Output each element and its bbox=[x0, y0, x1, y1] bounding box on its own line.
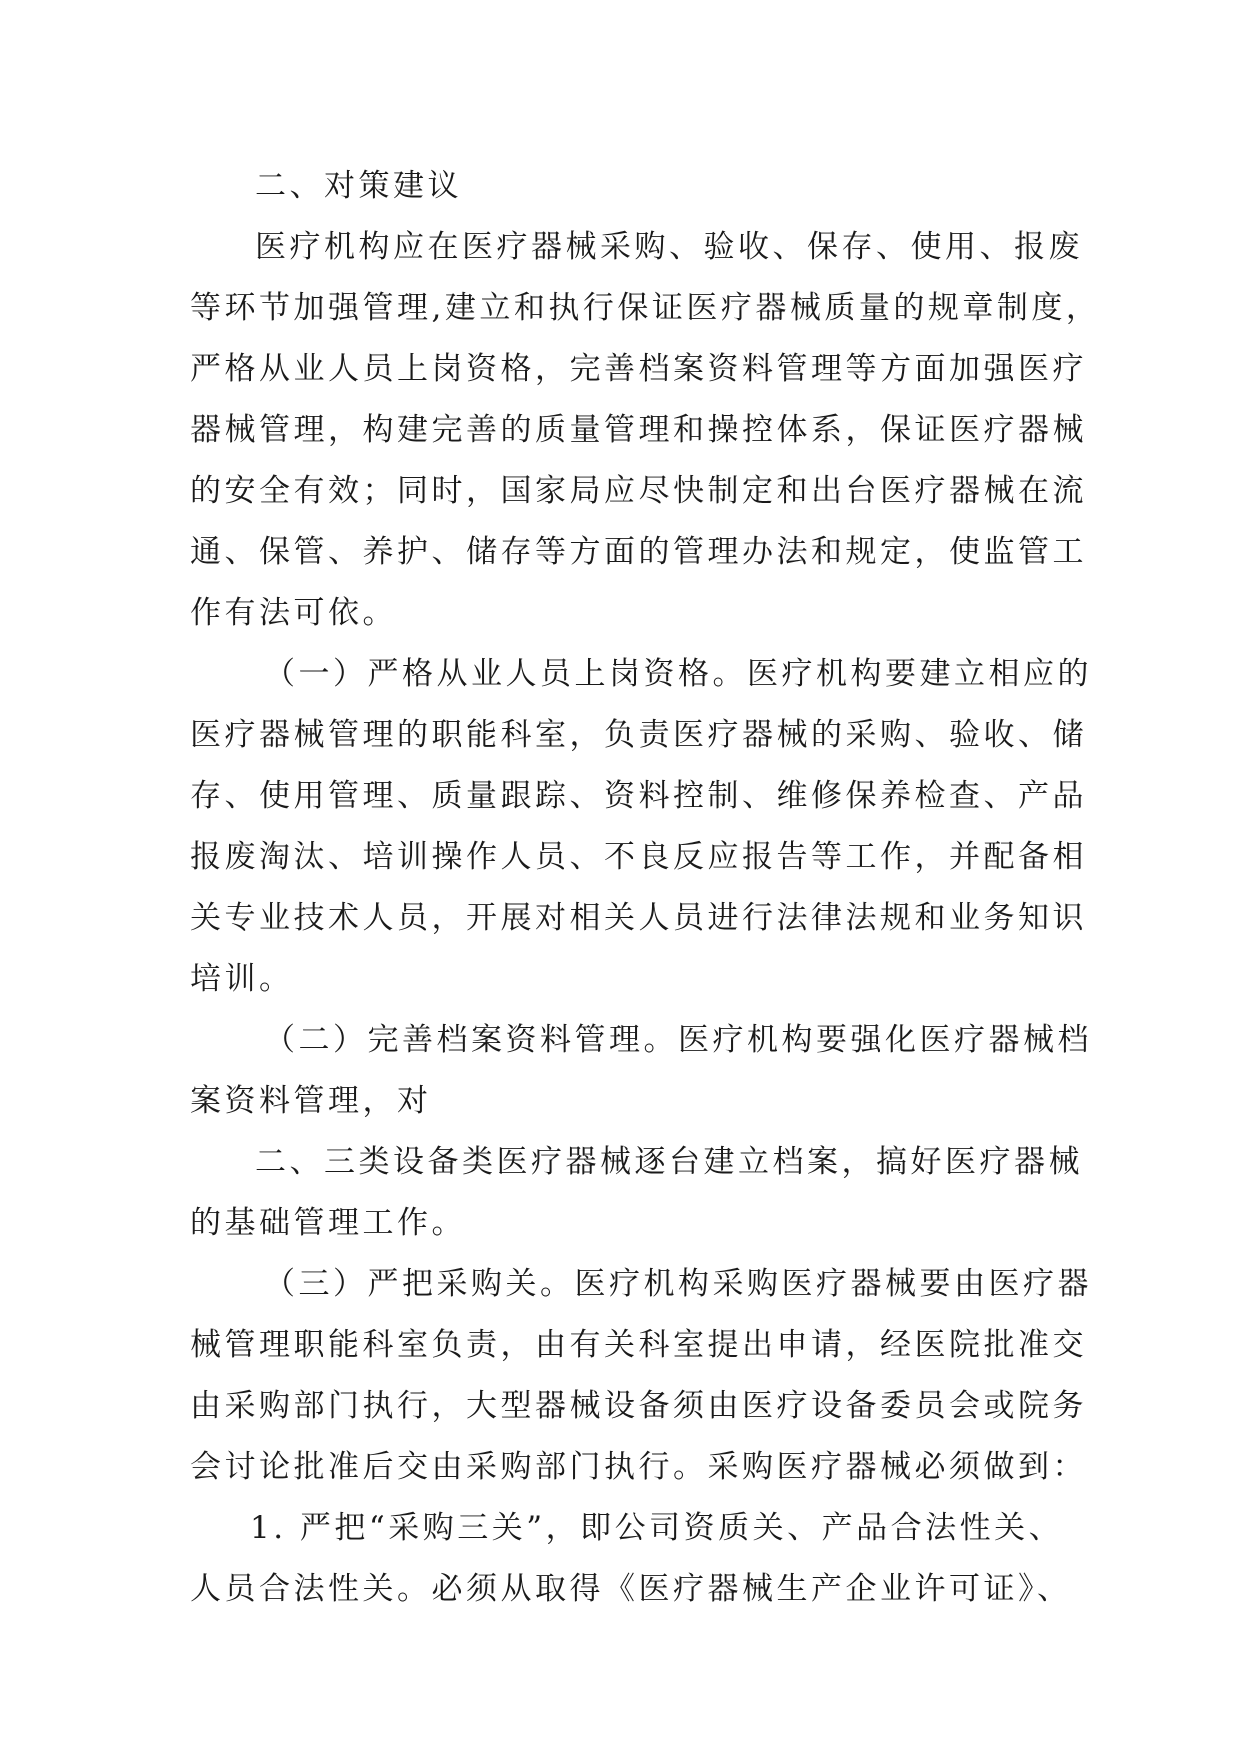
section-heading: 二、对策建议 bbox=[255, 168, 462, 204]
paragraph-line: 关专业技术人员，开展对相关人员进行法律法规和业务知识 bbox=[190, 900, 1087, 936]
paragraph-line: 二、三类设备类医疗器械逐台建立档案，搞好医疗器械 bbox=[255, 1144, 1083, 1180]
numbered-item: 1. 严把“采购三关”，即公司资质关、产品合法性关、 bbox=[250, 1510, 1064, 1546]
paragraph-line: 严格从业人员上岗资格，完善档案资料管理等方面加强医疗 bbox=[190, 351, 1087, 387]
subsection-heading: （一）严格从业人员上岗资格。医疗机构要建立相应的 bbox=[264, 656, 1092, 692]
subsection-heading: （二）完善档案资料管理。医疗机构要强化医疗器械档 bbox=[264, 1022, 1092, 1058]
paragraph-line: 等环节加强管理,建立和执行保证医疗器械质量的规章制度， bbox=[190, 290, 1101, 326]
paragraph-line: 报废淘汰、培训操作人员、不良反应报告等工作，并配备相 bbox=[190, 839, 1087, 875]
paragraph-line: 医疗机构应在医疗器械采购、验收、保存、使用、报废 bbox=[255, 229, 1083, 265]
paragraph-line: 案资料管理，对 bbox=[190, 1083, 432, 1119]
paragraph-line: 通、保管、养护、储存等方面的管理办法和规定，使监管工 bbox=[190, 534, 1087, 570]
paragraph-line: 培训。 bbox=[190, 961, 294, 997]
subsection-heading: （三）严把采购关。医疗机构采购医疗器械要由医疗器 bbox=[264, 1266, 1092, 1302]
paragraph-line: 的安全有效；同时，国家局应尽快制定和出台医疗器械在流 bbox=[190, 473, 1087, 509]
paragraph-line: 器械管理，构建完善的质量管理和操控体系，保证医疗器械 bbox=[190, 412, 1087, 448]
paragraph-line: 械管理职能科室负责，由有关科室提出申请，经医院批准交 bbox=[190, 1327, 1087, 1363]
document-body bbox=[190, 156, 1101, 1620]
paragraph-line: 的基础管理工作。 bbox=[190, 1205, 466, 1241]
paragraph-line: 人员合法性关。必须从取得《医疗器械生产企业许可证》、 bbox=[190, 1571, 1072, 1607]
paragraph-line: 作有法可依。 bbox=[190, 595, 397, 631]
paragraph-line: 医疗器械管理的职能科室，负责医疗器械的采购、验收、储 bbox=[190, 717, 1087, 753]
paragraph-line: 会讨论批准后交由采购部门执行。采购医疗器械必须做到： bbox=[190, 1449, 1087, 1485]
paragraph-line: 存、使用管理、质量跟踪、资料控制、维修保养检查、产品 bbox=[190, 778, 1087, 814]
paragraph-line: 由采购部门执行，大型器械设备须由医疗设备委员会或院务 bbox=[190, 1388, 1087, 1424]
